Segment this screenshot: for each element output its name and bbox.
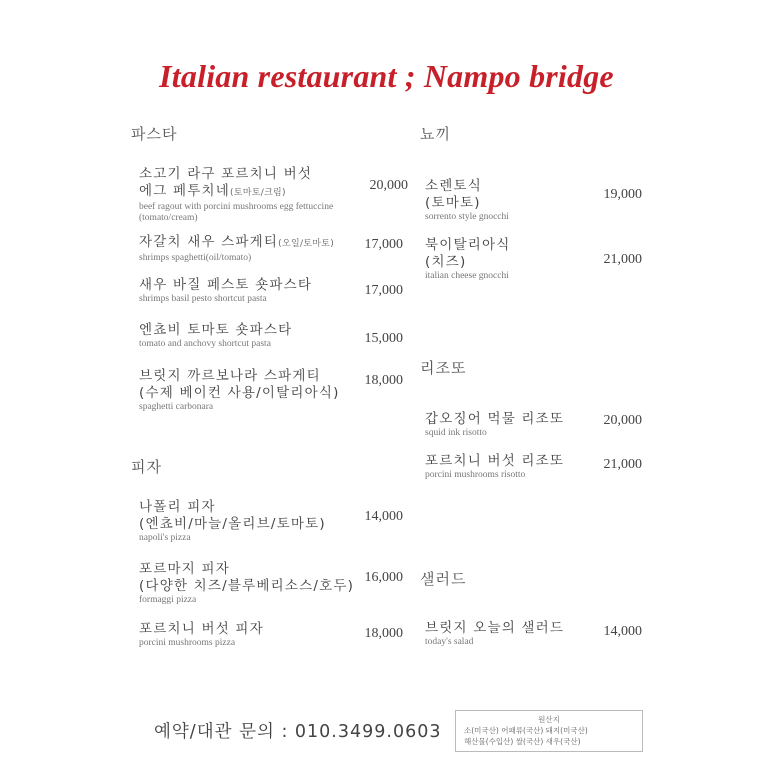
item-name-en: sorrento style gnocchi xyxy=(425,212,509,222)
menu-item xyxy=(425,411,564,439)
item-name-en: spaghetti carbonara xyxy=(139,402,214,412)
item-price: 21,000 xyxy=(603,457,642,472)
item-name-en: squid ink risotto xyxy=(425,428,487,438)
item-name-en: porcini mushrooms pizza xyxy=(139,638,236,648)
item-name-ko: 새우 바질 페스토 숏파스타 xyxy=(139,277,313,293)
menu-item xyxy=(139,166,333,224)
item-price: 18,000 xyxy=(364,626,403,641)
item-name-en: shrimps basil pesto shortcut pasta xyxy=(139,294,267,304)
item-price: 19,000 xyxy=(603,187,642,202)
section-title-risotto: 리조또 xyxy=(420,359,467,377)
item-name-en: tomato and anchovy shortcut pasta xyxy=(139,339,271,349)
item-name-ko: 소고기 라구 포르치니 버섯 xyxy=(139,166,313,182)
menu-item xyxy=(425,453,564,481)
item-name-ko: 엔쵸비 토마토 숏파스타 xyxy=(139,322,293,338)
item-name-en-line2: (tomato/cream) xyxy=(139,213,198,223)
item-name-ko2: 에그 페투치네 xyxy=(139,183,230,199)
section-title-pizza: 피자 xyxy=(131,458,162,476)
item-name-ko: 나폴리 피자 xyxy=(139,499,216,515)
item-name-ko xyxy=(139,234,334,253)
item-name-en: napoli's pizza xyxy=(139,533,191,543)
item-price: 14,000 xyxy=(603,624,642,639)
item-name-en: today's salad xyxy=(425,637,474,647)
origin-line: 해산물(수입산) 쌀(국산) 새우(국산) xyxy=(464,737,581,746)
item-name-ko: 포르치니 버섯 리조또 xyxy=(425,453,565,469)
item-price: 20,000 xyxy=(369,178,408,193)
menu-item xyxy=(139,368,340,413)
menu-item xyxy=(139,499,326,544)
menu-item xyxy=(139,234,334,264)
item-price: 21,000 xyxy=(603,252,642,267)
item-price: 20,000 xyxy=(603,413,642,428)
item-price: 14,000 xyxy=(364,509,403,524)
item-price: 16,000 xyxy=(364,570,403,585)
item-name-en: italian cheese gnocchi xyxy=(425,271,509,281)
menu-item xyxy=(425,237,510,282)
item-name-ko-line2 xyxy=(139,183,333,202)
section-title-pasta: 파스타 xyxy=(131,125,178,143)
item-name-ko: 브릿지 오늘의 샐러드 xyxy=(425,620,565,636)
item-name-en: formaggi pizza xyxy=(139,595,197,605)
item-name-ko: 포르치니 버섯 피자 xyxy=(139,621,264,637)
item-name-ko-main: 자갈치 새우 스파게티 xyxy=(139,234,279,250)
item-name-ko-line2: (수제 베이컨 사용/이탈리아식) xyxy=(139,385,340,401)
item-name-ko: 소렌토식 xyxy=(425,178,482,194)
item-name-ko-line2: (엔쵸비/마늘/올리브/토마토) xyxy=(139,516,326,532)
item-price: 18,000 xyxy=(364,373,403,388)
section-title-gnocchi: 뇨끼 xyxy=(420,125,451,143)
reservation-contact: 예약/대관 문의 : 010.3499.0603 xyxy=(154,722,442,742)
item-name-ko: 북이탈리아식 xyxy=(425,237,511,253)
item-name-ko: 포르마지 피자 xyxy=(139,561,230,577)
item-name-ko-line2: (치즈) xyxy=(425,254,467,270)
item-name-ko-line2: (다양한 치즈/블루베리소스/호두) xyxy=(139,578,355,594)
item-name-ko: 브릿지 까르보나라 스파게티 xyxy=(139,368,321,384)
item-name-en: shrimps spaghetti(oil/tomato) xyxy=(139,253,252,263)
menu-item xyxy=(139,277,312,305)
item-name-en: beef ragout with porcini mushrooms egg fettuccine xyxy=(139,202,334,212)
item-sauce-note: (오일/토마토) xyxy=(278,239,335,249)
item-name-en: porcini mushrooms risotto xyxy=(425,470,526,480)
menu-item xyxy=(139,322,292,350)
origin-title: 원산지 xyxy=(538,715,560,724)
menu-item xyxy=(139,621,264,649)
item-price: 15,000 xyxy=(364,331,403,346)
item-sauce-note: (토마토/크림) xyxy=(229,188,286,198)
item-price: 17,000 xyxy=(364,283,403,298)
menu-title: Italian restaurant ; Nampo bridge xyxy=(159,58,614,94)
item-price: 17,000 xyxy=(364,237,403,252)
menu-item xyxy=(425,620,564,648)
section-title-salad: 샐러드 xyxy=(420,570,467,588)
origin-info-box xyxy=(455,710,643,752)
item-name-ko-line2: (토마토) xyxy=(425,195,481,211)
item-name-ko: 갑오징어 먹물 리조또 xyxy=(425,411,565,427)
origin-line: 소(미국산) 어패류(국산) 돼지(미국산) xyxy=(464,726,588,735)
menu-item xyxy=(425,178,509,223)
menu-item xyxy=(139,561,354,606)
